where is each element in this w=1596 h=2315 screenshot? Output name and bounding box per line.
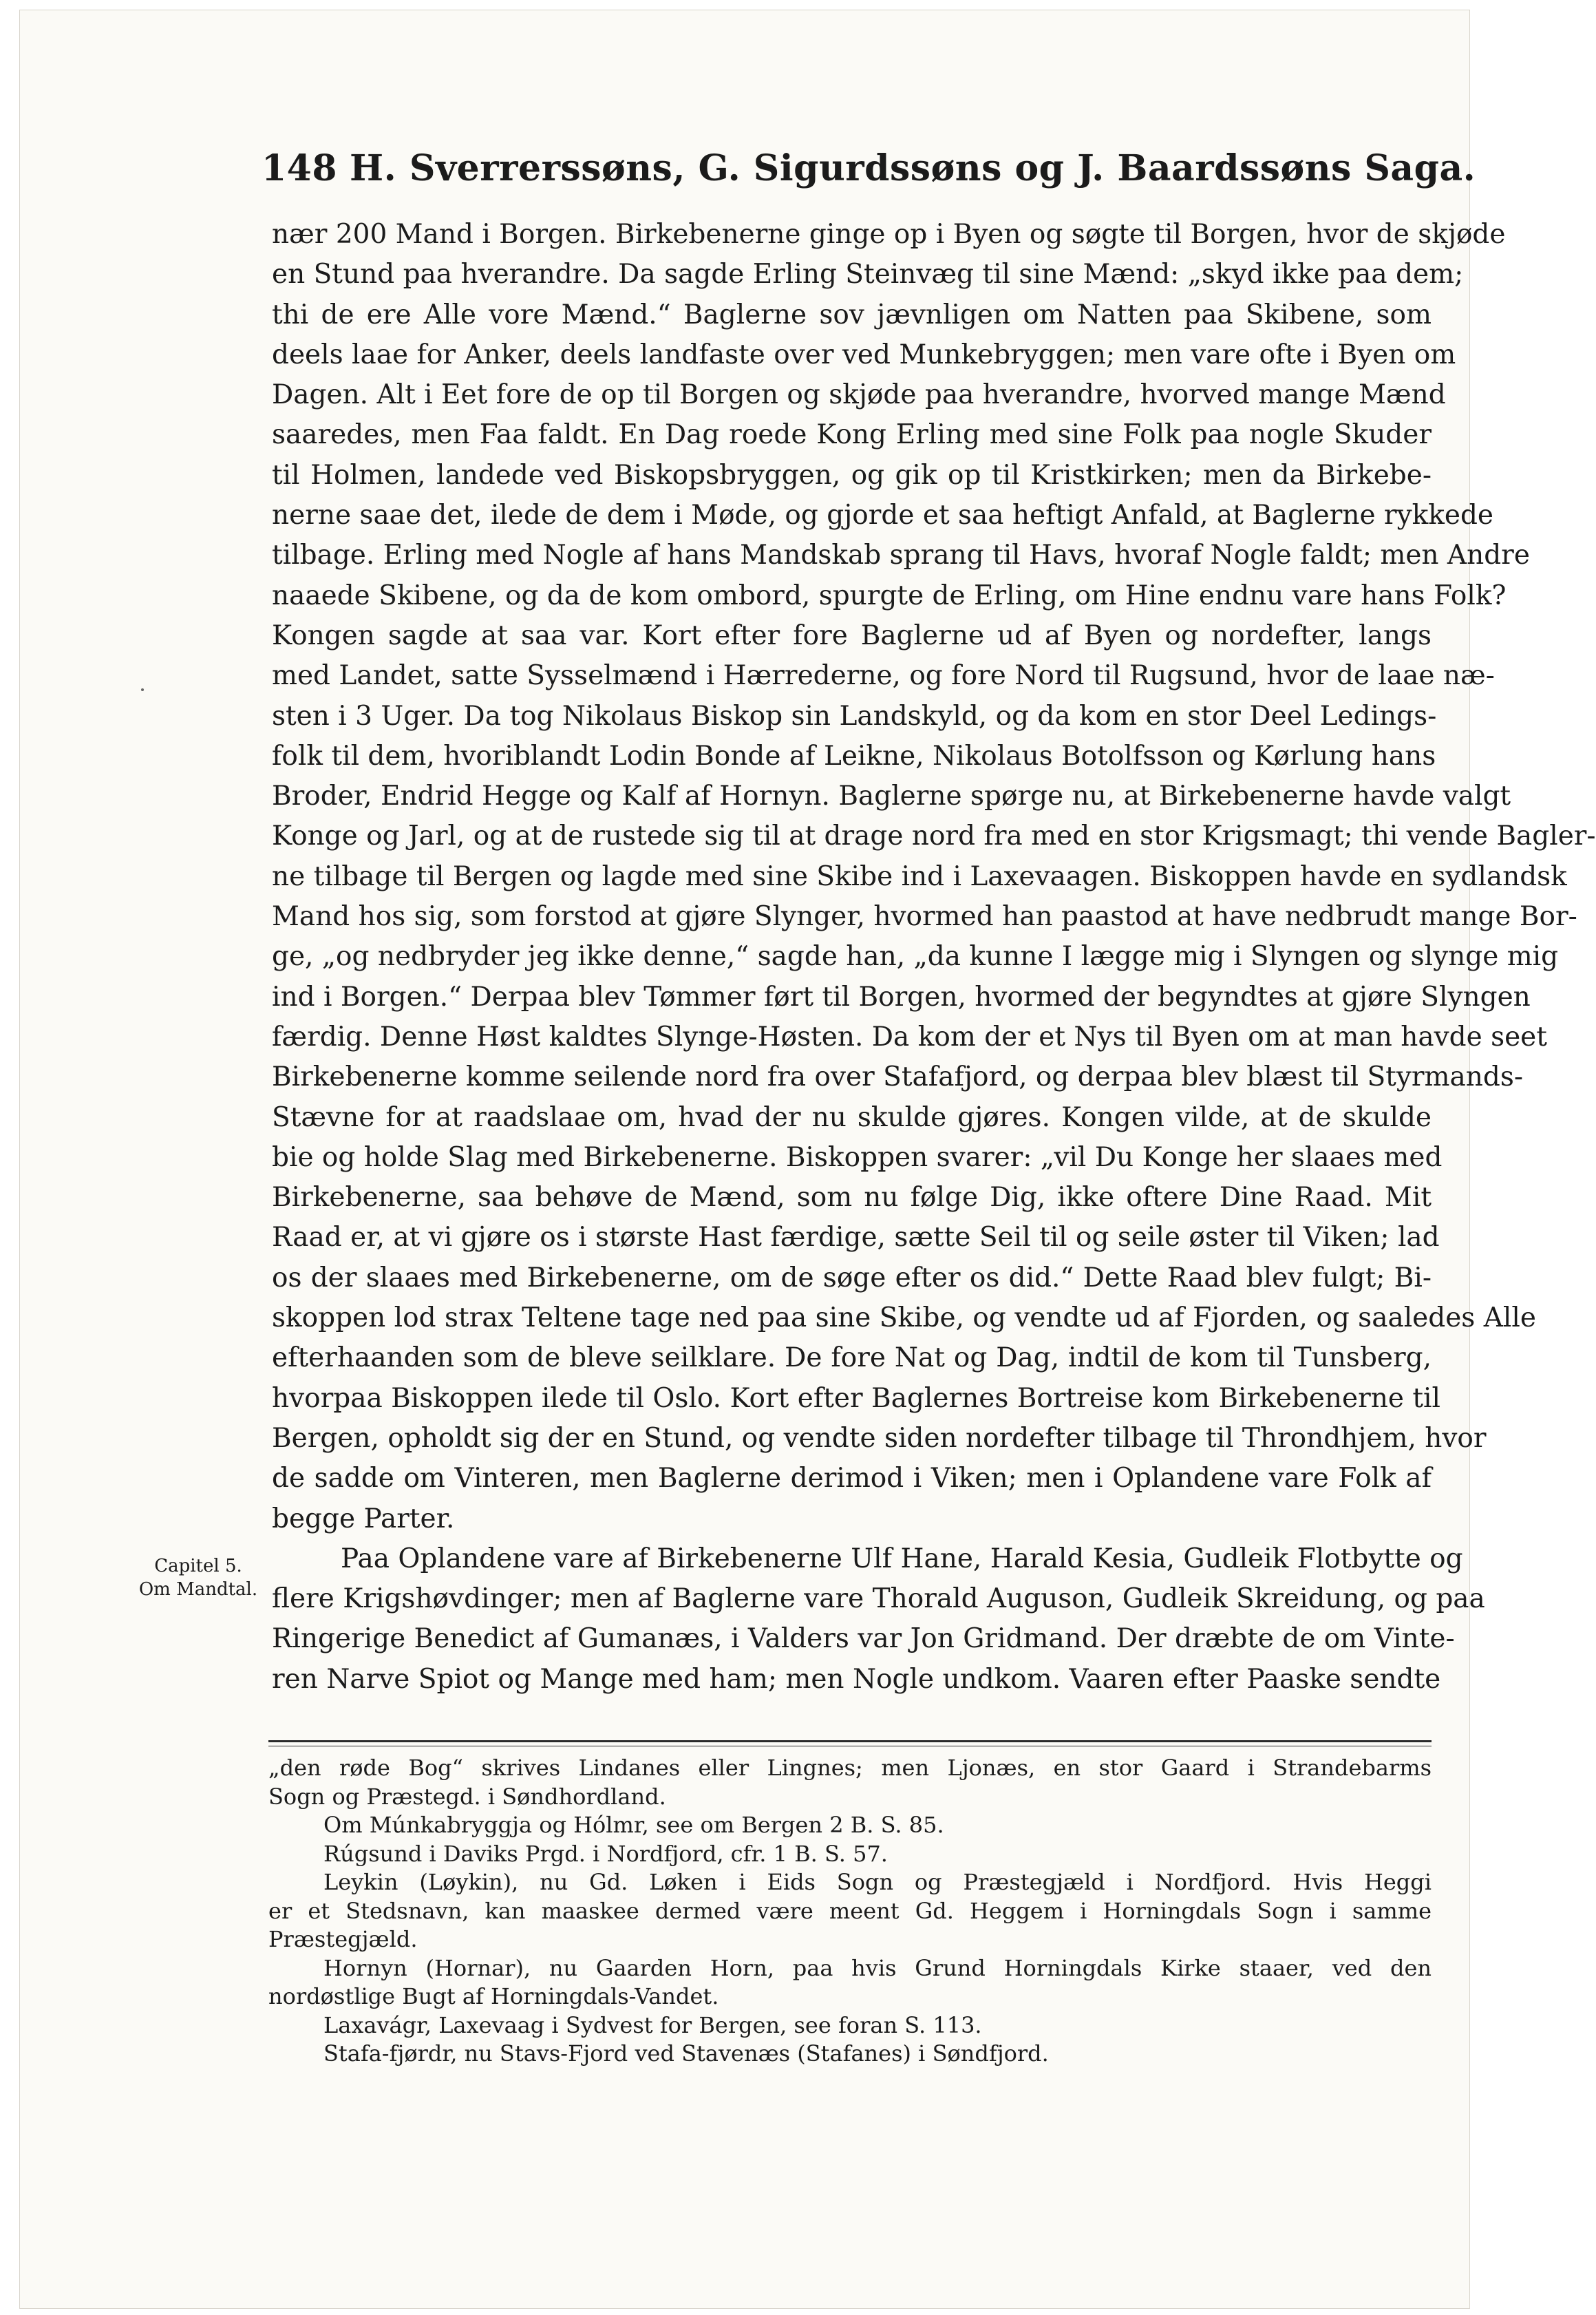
footnotes (268, 1754, 1432, 2069)
body-line: ind i Borgen.“ Derpaa blev Tømmer ført til Borgen, hvormed der begyndtes at gjøre Slyngen (272, 981, 1531, 1013)
footnote-line: Stafa-fjørdr, nu Stavs-Fjord ved Stavenæs (Stafanes) i Søndfjord. (323, 2040, 1049, 2066)
body-line: Birkebenerne komme seilende nord fra over Stafafjord, og derpaa blev blæst til Styrmands- (272, 1061, 1524, 1093)
paper-speck (141, 688, 144, 691)
body-line: Birkebenerne, saa behøve de Mænd, som nu følge Dig, ikke oftere Dine Raad. Mit (272, 1182, 1432, 1214)
footnote-line: Sogn og Præstegd. i Søndhordland. (268, 1783, 666, 1810)
body-line: Dagen. Alt i Eet fore de op til Borgen og skjøde paa hverandre, hvorved mange Mænd (272, 379, 1446, 411)
body-line: os der slaaes med Birkebenerne, om de søge efter os did.“ Dette Raad blev fulgt; Bi- (272, 1262, 1432, 1293)
body-line: sten i 3 Uger. Da tog Nikolaus Biskop sin Landskyld, og da kom en stor Deel Ledings- (272, 700, 1437, 732)
footnote-line: Om Múnkabryggja og Hólmr, see om Bergen 2 B. S. 85. (323, 1812, 944, 1838)
page-header (262, 141, 1476, 196)
margin-note (129, 1554, 267, 1601)
footnote-line: Præstegjæld. (268, 1926, 418, 1952)
body-line: Konge og Jarl, og at de rustede sig til at drage nord fra med en stor Krigsmagt; thi vende Bagler- (272, 821, 1596, 852)
body-line: Raad er, at vi gjøre os i største Hast færdige, sætte Seil til og seile øster til Viken; lad (272, 1222, 1440, 1254)
body-line: ren Narve Spiot og Mange med ham; men Nogle undkom. Vaaren efter Paaske sendte (272, 1663, 1441, 1695)
page-number: 148 (262, 147, 338, 189)
body-line: nerne saae det, ilede de dem i Møde, og gjorde et saa heftigt Anfald, at Baglerne rykkede (272, 500, 1493, 531)
body-line: Mand hos sig, som forstod at gjøre Slynger, hvormed han paastod at have nedbrudt mange Bor- (272, 901, 1577, 933)
body-line: færdig. Denne Høst kaldtes Slynge-Høsten. Da kom der et Nys til Byen om at man havde seet (272, 1021, 1547, 1053)
body-line: thi de ere Alle vore Mænd.“ Baglerne sov jævnligen om Natten paa Skibene, som (272, 299, 1432, 330)
footnote-line: Hornyn (Hornar), nu Gaarden Horn, paa hvis Grund Horningdals Kirke staaer, ved den (323, 1954, 1432, 1981)
body-line: Kongen sagde at saa var. Kort efter fore Baglerne ud af Byen og nordefter, langs (272, 620, 1432, 651)
body-line: skoppen lod strax Teltene tage ned paa sine Skibe, og vendte ud af Fjorden, og saaledes Alle (272, 1302, 1536, 1334)
footnote-line: Leykin (Løykin), nu Gd. Løken i Eids Sogn og Præstegjæld i Nordfjord. Hvis Heggi (323, 1869, 1432, 1895)
body-line: de sadde om Vinteren, men Baglerne derimod i Viken; men i Oplandene vare Folk af (272, 1463, 1432, 1494)
body-line: med Landet, satte Sysselmænd i Hærrederne, og fore Nord til Rugsund, hvor de laae næ- (272, 660, 1495, 692)
body-line: Paa Oplandene vare af Birkebenerne Ulf Hane, Harald Kesia, Gudleik Flotbytte og (341, 1543, 1463, 1574)
body-line: saaredes, men Faa faldt. En Dag roede Kong Erling med sine Folk paa nogle Skuder (272, 419, 1432, 451)
body-line: ne tilbage til Bergen og lagde med sine Skibe ind i Laxevaagen. Biskoppen havde en sydlandsk (272, 860, 1567, 892)
running-title: H. Sverrerssøns, G. Sigurdssøns og J. Baardssøns Saga. (350, 147, 1476, 189)
body-line: begge Parter. (272, 1503, 455, 1534)
body-line: flere Krigshøvdinger; men af Baglerne vare Thorald Auguson, Gudleik Skreidung, og paa (272, 1583, 1485, 1615)
margin-note-chapter: Capitel 5. (154, 1556, 242, 1576)
footnote-line: Laxavágr, Laxevaag i Sydvest for Bergen, see foran S. 113. (323, 2011, 982, 2038)
body-line: nær 200 Mand i Borgen. Birkebenerne ginge op i Byen og søgte til Borgen, hvor de skjøde (272, 219, 1506, 250)
body-line: efterhaanden som de bleve seilklare. De fore Nat og Dag, indtil de kom til Tunsberg, (272, 1342, 1432, 1374)
body-line: bie og holde Slag med Birkebenerne. Biskoppen svarer: „vil Du Konge her slaaes med (272, 1141, 1443, 1173)
footnote-rule (268, 1740, 1432, 1742)
body-line: Broder, Endrid Hegge og Kalf af Hornyn. Baglerne spørge nu, at Birkebenerne havde valgt (272, 781, 1511, 812)
footnote-line: Rúgsund i Daviks Prgd. i Nordfjord, cfr. 1 B. S. 57. (323, 1840, 888, 1867)
footnote-line: nordøstlige Bugt af Horningdals-Vandet. (268, 1983, 719, 2009)
body-line: tilbage. Erling med Nogle af hans Mandskab sprang til Havs, hvoraf Nogle faldt; men Andre (272, 540, 1530, 571)
margin-note-topic: Om Mandtal. (138, 1579, 258, 1600)
body-line: Ringerige Benedict af Gumanæs, i Valders var Jon Gridmand. Der dræbte de om Vinte- (272, 1623, 1455, 1655)
body-line: ge, „og nedbryder jeg ikke denne,“ sagde han, „da kunne I lægge mig i Slyngen og slynge mig (272, 941, 1559, 973)
body-line: til Holmen, landede ved Biskopsbryggen, og gik op til Kristkirken; men da Birkebe- (272, 459, 1432, 491)
footnote-line: er et Stedsnavn, kan maaskee dermed være meent Gd. Heggem i Horningdals Sogn i samme (268, 1897, 1432, 1924)
body-text (272, 215, 1596, 1700)
footnote-line: „den røde Bog“ skrives Lindanes eller Lingnes; men Ljonæs, en stor Gaard i Strandebarms (268, 1755, 1432, 1781)
body-line: folk til dem, hvoriblandt Lodin Bonde af Leikne, Nikolaus Botolfsson og Kørlung hans (272, 740, 1436, 772)
body-line: en Stund paa hverandre. Da sagde Erling Steinvæg til sine Mænd: „skyd ikke paa dem; (272, 259, 1464, 290)
body-line: naaede Skibene, og da de kom ombord, spurgte de Erling, om Hine endnu vare hans Folk? (272, 580, 1507, 611)
body-line: deels laae for Anker, deels landfaste over ved Munkebryggen; men vare ofte i Byen om (272, 339, 1456, 370)
body-line: Stævne for at raadslaae om, hvad der nu skulde gjøres. Kongen vilde, at de skulde (272, 1101, 1432, 1133)
body-line: hvorpaa Biskoppen ilede til Oslo. Kort efter Baglernes Bortreise kom Birkebenerne til (272, 1382, 1440, 1414)
body-line: Bergen, opholdt sig der en Stund, og vendte siden nordefter tilbage til Throndhjem, hvor (272, 1422, 1487, 1454)
